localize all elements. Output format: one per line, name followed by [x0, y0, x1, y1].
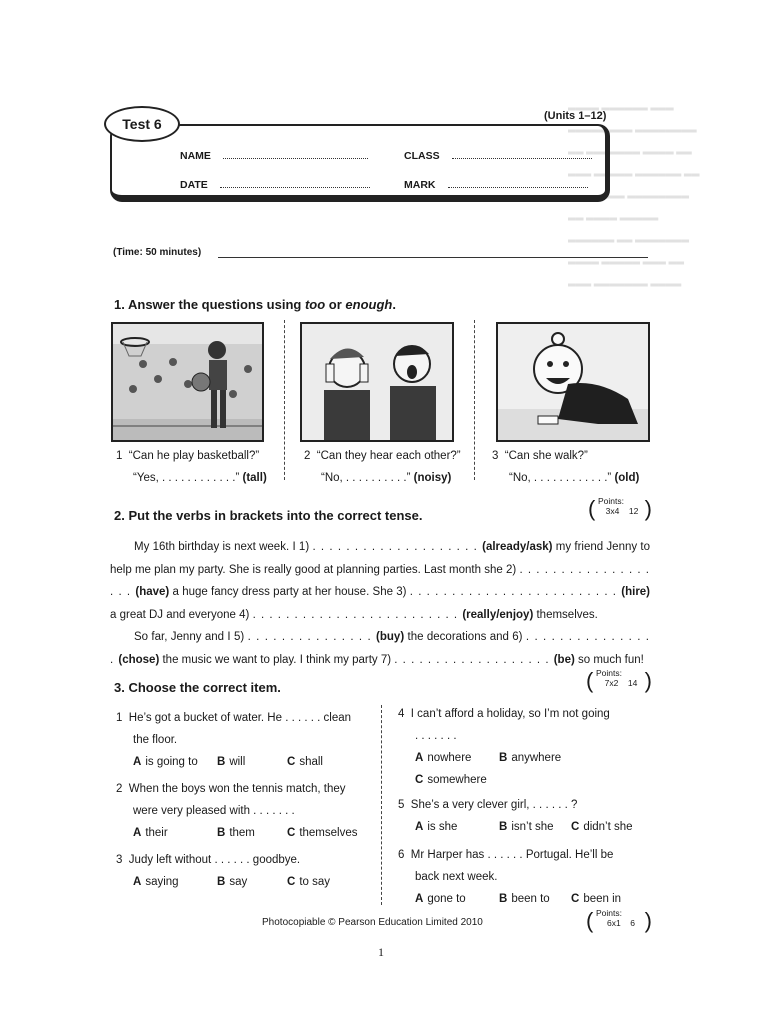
blank-1[interactable]: . . . . . . . . . . . . . . . . . . . .	[312, 541, 483, 553]
option-text: themselves	[299, 827, 358, 839]
text: My 16th birthday is next week. I 1)	[134, 541, 313, 553]
bracket-right: )	[644, 908, 652, 933]
bracket-left: (	[588, 496, 596, 521]
question-text: back next week.	[415, 871, 498, 883]
section1-title-mid: or	[325, 297, 346, 312]
option-c[interactable]	[571, 893, 621, 905]
bracket-left: (	[586, 908, 594, 933]
section2-text	[110, 536, 650, 671]
option-text: is going to	[145, 756, 198, 768]
option-c[interactable]	[415, 774, 487, 786]
question-text: When the boys won the tennis match, they	[128, 783, 346, 795]
text: the music we want to play. I think my party 7)	[159, 653, 395, 666]
item-hint: (old)	[614, 472, 640, 484]
option-text: been in	[583, 893, 622, 905]
option-a[interactable]	[133, 822, 217, 844]
text: so much fun!	[574, 653, 644, 666]
blank-7[interactable]: . . . . . . . . . . . . . . . . . . .	[394, 653, 554, 666]
picture-baby	[496, 322, 650, 442]
option-b[interactable]	[217, 751, 287, 773]
question-number: 6	[398, 849, 405, 861]
item-hint: (noisy)	[413, 472, 452, 484]
item-number: 1	[116, 450, 123, 462]
mark-line[interactable]	[448, 178, 588, 188]
option-letter: C	[415, 774, 424, 786]
s3-question-6	[398, 844, 653, 910]
text: a huge fancy dress party at her house. She 3)	[169, 586, 410, 598]
question-number: 2	[116, 783, 123, 795]
answer-blank[interactable]: “No, . . . . . . . . . .”	[321, 472, 411, 484]
section1-title-post: .	[392, 297, 396, 312]
option-text: didn’t she	[583, 821, 633, 833]
points-box-3	[588, 908, 650, 934]
s3-question-1	[116, 707, 376, 773]
name-line[interactable]	[223, 149, 368, 159]
s1-item-3	[492, 445, 662, 489]
verb-hint: (buy)	[376, 631, 405, 643]
verb-hint: (hire)	[621, 586, 651, 598]
option-letter: C	[287, 876, 296, 888]
text: So far, Jenny and I 5)	[134, 631, 248, 643]
option-text: their	[145, 827, 168, 839]
question-text: I can’t afford a holiday, so I’m not going	[410, 708, 610, 720]
points-calc: 7x2	[604, 678, 619, 688]
verb-hint: (chose)	[118, 653, 160, 666]
question-number: 3	[116, 854, 123, 866]
bracket-left: (	[586, 668, 594, 693]
option-a[interactable]	[415, 747, 499, 769]
section1-heading	[114, 297, 396, 312]
name-field[interactable]	[180, 146, 368, 164]
verb-hint: (be)	[553, 653, 575, 666]
option-c[interactable]	[287, 876, 330, 888]
option-text: isn’t she	[511, 821, 554, 833]
blank-4[interactable]: . . . . . . . . . . . . . . . . . . . . . . . . .	[252, 608, 463, 621]
question-text: He’s got a bucket of water. He . . . . . . clean	[128, 712, 352, 724]
option-a[interactable]	[133, 751, 217, 773]
section3-title: Choose the correct item.	[128, 680, 281, 695]
bracket-right: )	[644, 668, 652, 693]
text: a great DJ and everyone 4)	[110, 608, 253, 621]
option-b[interactable]	[499, 752, 561, 764]
blank-3[interactable]: . . . . . . . . . . . . . . . . . . . . . . . . .	[409, 586, 622, 598]
points-calc: 3x4	[605, 506, 620, 516]
option-text: say	[229, 876, 248, 888]
question-text: Judy left without . . . . . . goodbye.	[128, 854, 301, 866]
points-calc: 6x1	[607, 918, 621, 928]
option-text: shall	[299, 756, 323, 768]
date-line[interactable]	[220, 178, 370, 188]
show-through-text: ▂▂▂▂ ▂▂▂▂▂▂ ▂▂▂ ▂▂▂▂▂ ▂▂▂ ▂▂▂▂▂▂▂▂ ▂▂ ▂▂▂▂▂▂▂ ▂▂▂▂ ▂▂ ▂▂▂ ▂▂▂▂▂ ▂▂▂▂▂▂ ▂▂ ▂▂▂▂ ▂▂▂ ▂▂▂▂▂▂▂▂ ▂▂ ▂▂▂▂ ▂▂▂▂▂ ▂▂▂▂▂▂ ▂▂ ▂▂▂▂▂▂▂ ▂▂▂▂ ▂▂▂▂▂ ▂▂▂ ▂▂ ▂▂▂ ▂▂▂▂▂▂▂ ▂▂▂▂	[568, 100, 700, 287]
option-a[interactable]	[415, 888, 499, 910]
option-text: to say	[299, 876, 330, 888]
question-text: Mr Harper has . . . . . . Portugal. He’ll be	[410, 849, 614, 861]
verb-hint: (already/ask)	[482, 541, 553, 553]
option-text: nowhere	[427, 752, 472, 764]
option-c[interactable]	[287, 756, 323, 768]
option-letter: A	[133, 876, 142, 888]
option-letter: B	[499, 752, 508, 764]
option-letter: A	[415, 752, 424, 764]
points-total: 6	[630, 918, 635, 928]
item-hint: (tall)	[242, 472, 267, 484]
points-label: Points:	[598, 496, 624, 506]
verb-hint: (really/enjoy)	[462, 608, 534, 621]
question-number: 5	[398, 799, 405, 811]
option-letter: B	[217, 756, 226, 768]
option-text: been to	[511, 893, 550, 905]
section1-title-pre: Answer the questions using	[127, 297, 305, 312]
option-letter: B	[217, 876, 226, 888]
points-total: 14	[627, 678, 638, 688]
picture-basketball	[111, 322, 264, 442]
section1-title-too: too	[304, 297, 326, 312]
option-text: will	[229, 756, 246, 768]
text: themselves.	[533, 608, 598, 621]
time-rule	[218, 257, 648, 258]
option-c[interactable]	[287, 827, 357, 839]
text: the decorations and 6)	[404, 631, 526, 643]
name-label: NAME	[180, 150, 211, 162]
option-b[interactable]	[217, 822, 287, 844]
class-line[interactable]	[452, 149, 592, 159]
option-a[interactable]	[133, 871, 217, 893]
item-number: 2	[304, 450, 311, 462]
option-b[interactable]	[499, 888, 571, 910]
answer-blank[interactable]: “Yes, . . . . . . . . . . . .”	[133, 472, 240, 484]
option-text: saying	[145, 876, 179, 888]
class-label: CLASS	[404, 150, 440, 162]
mark-field[interactable]	[404, 175, 588, 193]
section2-heading	[114, 508, 423, 523]
option-letter: A	[133, 827, 142, 839]
s3-question-4	[398, 703, 653, 791]
option-text: somewhere	[427, 774, 487, 786]
points-box-1	[590, 496, 650, 522]
units-label: (Units 1–12)	[544, 110, 607, 122]
section1-number: 1.	[114, 297, 125, 312]
section2-title: Put the verbs in brackets into the correct tense.	[128, 508, 423, 523]
mark-label: MARK	[404, 179, 436, 191]
s3-question-2	[116, 778, 376, 844]
section3-heading	[114, 680, 281, 695]
option-letter: A	[133, 756, 142, 768]
option-letter: A	[415, 893, 424, 905]
test-title: Test 6	[104, 106, 180, 142]
question-number: 4	[398, 708, 405, 720]
answer-blank[interactable]: “No, . . . . . . . . . . . .”	[509, 472, 612, 484]
option-b[interactable]	[499, 816, 571, 838]
points-total: 12	[628, 506, 639, 516]
question-text: were very pleased with . . . . . . .	[133, 805, 295, 817]
copyright-notice: Photocopiable © Pearson Education Limited 2010	[262, 917, 483, 928]
option-letter: C	[571, 821, 580, 833]
option-letter: B	[217, 827, 226, 839]
column-divider	[381, 705, 382, 905]
points-label: Points:	[596, 908, 622, 918]
time-label: (Time: 50 minutes)	[113, 247, 202, 258]
option-text: gone to	[427, 893, 466, 905]
date-label: DATE	[180, 179, 208, 191]
option-letter: C	[287, 756, 296, 768]
item-question: “Can they hear each other?”	[316, 450, 461, 462]
item-number: 3	[492, 450, 499, 462]
bracket-right: )	[644, 496, 652, 521]
date-field[interactable]	[180, 175, 370, 193]
item-question: “Can she walk?”	[504, 450, 588, 462]
s3-question-5	[398, 794, 653, 838]
question-text: She’s a very clever girl, . . . . . . ?	[410, 799, 578, 811]
section3-number: 3.	[114, 680, 125, 695]
picture-noisy-boys	[300, 322, 454, 442]
section2-number: 2.	[114, 508, 125, 523]
s1-item-1	[116, 445, 286, 489]
option-letter: C	[571, 893, 580, 905]
question-text: . . . . . . .	[415, 730, 457, 742]
points-box-2	[588, 668, 650, 694]
option-c[interactable]	[571, 821, 633, 833]
text: my friend Jenny to help me plan my party. She is really good at planning parties. Last month she 2)	[110, 541, 650, 576]
page-number: 1	[378, 945, 384, 959]
blank-5[interactable]: . . . . . . . . . . . . . . .	[247, 631, 377, 643]
s1-item-2	[304, 445, 479, 489]
option-letter: B	[499, 893, 508, 905]
s3-question-3	[116, 849, 376, 893]
option-letter: C	[287, 827, 296, 839]
class-field[interactable]	[404, 146, 592, 164]
option-b[interactable]	[217, 871, 287, 893]
section1-title-enough: enough	[345, 297, 393, 312]
option-text: them	[229, 827, 255, 839]
option-text: is she	[427, 821, 458, 833]
question-text: the floor.	[133, 734, 178, 746]
option-letter: A	[415, 821, 424, 833]
option-letter: B	[499, 821, 508, 833]
points-label: Points:	[596, 668, 622, 678]
blank-6[interactable]: . . . . . . . . . . . . . . . .	[110, 631, 650, 666]
question-number: 1	[116, 712, 123, 724]
verb-hint: (have)	[135, 586, 170, 598]
blank-2[interactable]: . . . . . . . . . . . . . . . . . . .	[110, 563, 650, 598]
option-a[interactable]	[415, 816, 499, 838]
item-question: “Can he play basketball?”	[128, 450, 260, 462]
option-text: anywhere	[511, 752, 562, 764]
